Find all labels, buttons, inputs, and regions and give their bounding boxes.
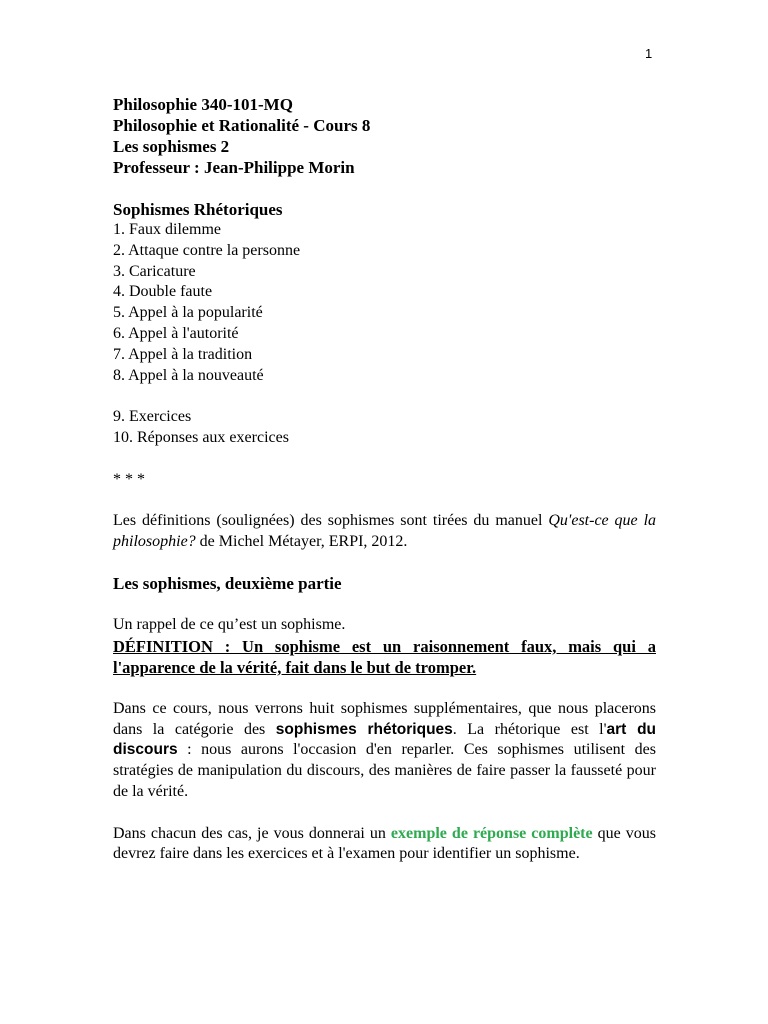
list-item: 6. Appel à l'autorité <box>113 324 239 342</box>
list-item: 9. Exercices <box>113 408 192 426</box>
reminder: Un rappel de ce qu’est un sophisme. <box>113 616 346 634</box>
separator: * * * <box>113 470 145 488</box>
course-header <box>113 94 656 178</box>
exercise-list <box>113 407 656 449</box>
p2-c: que vous devrez faire dans les exercices et à l'examen pour identifier un sophisme. <box>113 824 657 863</box>
list-item: 1. Faux dilemme <box>113 221 221 238</box>
topic-list <box>113 220 656 386</box>
p1-a: Dans ce cours, nous verrons huit sophismes supplémentaires, que nous placerons dans la catégorie des <box>113 699 656 738</box>
source-note <box>113 511 656 553</box>
list-item: 4. Double faute <box>113 283 213 301</box>
book-title: Qu'est-ce que la philosophie? <box>113 512 657 550</box>
section-title: Sophismes Rhétoriques <box>113 200 283 219</box>
paragraph-example <box>113 824 656 866</box>
p1-b: sophismes rhétoriques <box>275 720 453 738</box>
p1-d: art du discours <box>113 720 657 759</box>
p1-c: . La rhétorique est l' <box>452 720 607 738</box>
p2-a: Dans chacun des cas, je vous donnerai un <box>113 824 391 842</box>
p2-b: exemple de réponse complète <box>390 824 593 842</box>
list-item: 3. Caricature <box>113 262 196 280</box>
list-item: 10. Réponses aux exercices <box>113 428 289 446</box>
list-item: 2. Attaque contre la personne <box>113 241 301 259</box>
list-item: 5. Appel à la popularité <box>113 304 263 322</box>
document-body <box>113 94 656 865</box>
part-title: Les sophismes, deuxième partie <box>113 573 342 593</box>
course-title: Philosophie et Rationalité - Cours 8 <box>113 116 371 135</box>
page-number: 1 <box>645 46 653 61</box>
lesson-title: Les sophismes 2 <box>113 137 230 156</box>
source-before: Les définitions (soulignées) des sophismes sont tirées du manuel <box>113 512 549 530</box>
list-item: 7. Appel à la tradition <box>113 345 253 363</box>
professor: Professeur : Jean-Philippe Morin <box>113 158 355 177</box>
list-item: 8. Appel à la nouveauté <box>113 366 264 384</box>
p1-e: : nous aurons l'occasion d'en reparler. Ces sophismes utilisent des stratégies de manipulation du discours, des manières de faire passer la fausseté pour de la vérité. <box>113 741 656 800</box>
paragraph-intro <box>113 699 656 803</box>
course-code: Philosophie 340-101-MQ <box>113 95 293 114</box>
source-after: de Michel Métayer, ERPI, 2012. <box>195 532 408 550</box>
definition: DÉFINITION : Un sophisme est un raisonnement faux, mais qui a l'apparence de la vérité, fait dans le but de tromper. <box>113 636 656 677</box>
